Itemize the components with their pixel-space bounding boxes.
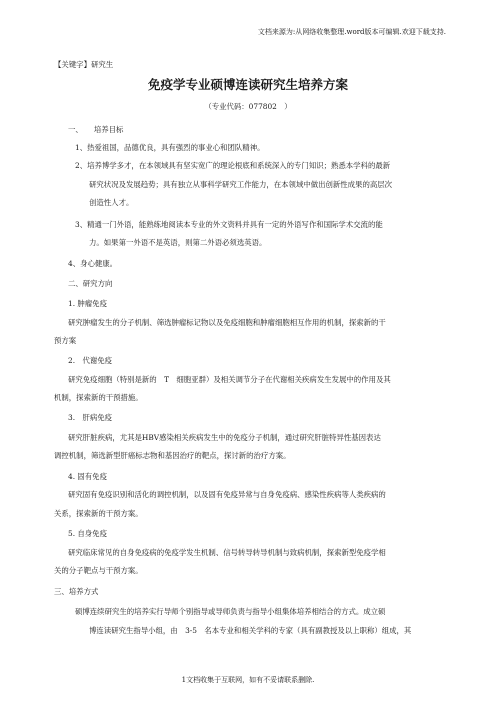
paragraph-line: 研究肝脏疾病，尤其是HBV感染相关疾病发生中的免疫分子机制，通过研究肝脏特异性基因表达 xyxy=(68,433,381,442)
section-heading-objectives: 一、 培养目标 xyxy=(68,125,124,134)
section-heading-training: 三、培养方式 xyxy=(54,587,99,596)
list-item: 4. 固有免疫 xyxy=(68,472,107,481)
list-item: 3、精通一门外语，能熟练地阅读本专业的外文资料并具有一定的外语写作和国际学术交流的能 xyxy=(75,220,383,229)
footer-note: 1文档收集于互联网，如有不妥请联系删除. xyxy=(181,676,315,684)
paragraph-line: 研究肿瘤发生的分子机制、筛选肿瘤标记物以及免疫细胞和肿瘤细胞相互作用的机制，探索新的干 xyxy=(68,318,386,327)
paragraph-line: 调控机制，筛选新型肝癌标志物和基因治疗的靶点，探讨新的治疗方案。 xyxy=(54,451,291,460)
list-item: 2、培养博学多才，在本领域具有坚实宽广的理论根底和系统深入的专门知识；熟悉本学科的最新 xyxy=(75,161,391,170)
paragraph-line: 研究临床常见的自身免疫病的免疫学发生机制、信号转导转导机制与致病机制，探索新型免疫学相 xyxy=(68,548,386,557)
list-item: 3. 肝病免疫 xyxy=(68,413,113,422)
paragraph-line: 研究固有免疫识别和活化的调控机制，以及固有免疫异常与自身免疫病、感染性疾病等人类疾病的 xyxy=(68,490,386,499)
list-item: 研究状况及发展趋势；具有独立从事科学研究工作能力，在本领域中做出创新性成果的高层次 xyxy=(89,180,393,189)
section-heading-research: 二、研究方向 xyxy=(68,279,113,288)
list-item: 力。如果第一外语不是英语，则第二外语必须选英语。 xyxy=(89,238,267,247)
list-item: 1、热爱祖国，品德优良，具有强烈的事业心和团队精神。 xyxy=(75,143,265,152)
list-item: 创造性人才。 xyxy=(89,198,134,207)
paragraph-line: 关系，探索新的干预方案。 xyxy=(54,509,143,518)
paragraph-line: 机制，探索新的干预措施。 xyxy=(54,393,143,402)
list-item: 5. 自身免疫 xyxy=(68,529,107,538)
keywords-line: 【关键字】研究生 xyxy=(54,60,114,69)
paragraph-line: 硕博连续研究生的培养实行导师个别指导或导师负责与指导小组集体培养相结合的方式。成立硕 xyxy=(75,607,386,616)
paragraph-line: 研究免疫细胞（特别是新的 T 细胞亚群）及相关调节分子在代谢相关疾病发生发展中的作用及其 xyxy=(68,375,391,384)
document-title: 免疫学专业硕博连读研究生培养方案 xyxy=(147,77,348,92)
list-item: 2. 代谢免疫 xyxy=(68,356,113,365)
list-item: 1. 肿瘤免疫 xyxy=(68,299,107,308)
paragraph-line: 预方案 xyxy=(54,336,77,345)
header-source-note: 文档来源为:从网络收集整理.word版本可编辑.欢迎下载支持. xyxy=(257,28,446,36)
paragraph-line: 博连读研究生指导小组，由 3-5 名本专业和相关学科的专家（具有副教授及以上职称）组成，其 xyxy=(89,626,412,635)
list-item: 4、身心健康。 xyxy=(68,259,118,268)
program-code: （专业代码：077802 ） xyxy=(204,102,292,111)
paragraph-line: 关的分子靶点与干预方案。 xyxy=(54,566,143,575)
